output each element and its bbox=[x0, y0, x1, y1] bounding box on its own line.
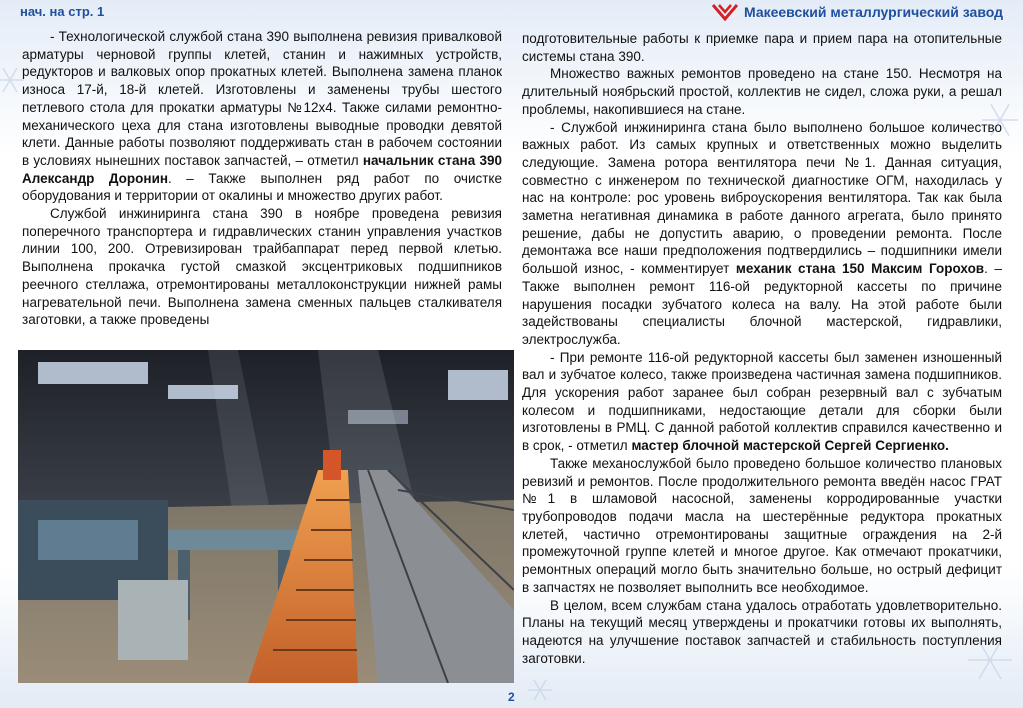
paragraph: Множество важных ремонтов проведено на стане 150. Несмотря на длительный ноябрьский простой, коллектив не сидел, сложа руки, а решал проблемы, накопившиеся на стане. bbox=[522, 66, 1002, 117]
quoted-person: начальник стана 390 Александр Доронин bbox=[22, 152, 502, 186]
quoted-person: механик стана 150 Максим Горохов bbox=[735, 261, 985, 277]
brand-name: Макеевский металлургический завод bbox=[743, 4, 1003, 20]
paragraph: Службой инжиниринга стана 390 в ноябре проведена ревизия поперечного транспортера и гидравлических станин управления участков линии 100, 200. Отревизирован трайбаппарат перед первой клетью. Выполнена прокачка густой смазкой эксцентриковых подшипников реечного стеллажа, отремонтированы металлоконструкции нижней рамы нагревательной печи. Выполнена замена сменных пальцев сталкивателя заготовки, а также проведены bbox=[22, 206, 502, 328]
paragraph: В целом, всем службам стана удалось отработать удовлетворительно. Планы на текущий месяц утверждены и прокатчики готовы их выполнять, надеются на улучшение поставок запчастей и стабильность поступления заготовки. bbox=[522, 597, 1002, 666]
rolling-mill-photo bbox=[18, 350, 514, 683]
brand-header bbox=[712, 3, 1003, 21]
paragraph: подготовительные работы к приемке пара и прием пара на отопительные системы стана 390. bbox=[522, 31, 1002, 64]
mmz-logo-icon bbox=[712, 3, 738, 21]
continued-from-label: нач. на стр. 1 bbox=[20, 4, 105, 19]
right-column bbox=[522, 30, 1002, 667]
paragraph: Также механослужбой было проведено большое количество плановых ревизий и ремонтов. После продолжительного ремонта введён насос ГРАТ №1 в шламовой насосной, заменены корродированные участки трубопроводов подачи масла на шестерённые редуктора прокатных клетей, частично отремонтированы защитные ограждения на 2-й промежуточной группе клетей и многое другое. Как отмечают прокатчики, ремонтных операций могло быть значительно больше, но острый дефицит в запчастях не позволяет выполнить все необходимое. bbox=[522, 455, 1002, 595]
quoted-person: мастер блочной мастерской Сергей Сергиенко. bbox=[631, 438, 949, 454]
paragraph: - При ремонте 116-ой редукторной кассеты был заменен изношенный вал и зубчатое колесо, также произведена частичная замена подшипников. Для ускорения работ заранее был собран резервный вал с зубчатым колесом и подшипниками, недостающие детали для сборки были изготовлены в РМЦ. С данной работой коллектив справился качественно и в срок, - отметил мастер блочной мастерской Сергей Сергиенко. bbox=[522, 349, 1002, 454]
paragraph: - Технологической службой стана 390 выполнена ревизия привалковой арматуры черновой группы клетей, станин и нажимных устройств, редукторов и валковых опор прокатных клетей. Выполнена замена планок износа 17-й, 18-й клетей. Изготовлены и заменены трубы шестого петлевого стола для прокатки арматуры №12х4. Также силами ремонтно-механического цеха для стана изготовлены выводные проводки девятой клети. Данные работы позволяют поддерживать стан в рабочем состоянии в условиях нынешних поставок запчастей, – отметил начальник стана 390 Александр Доронин. – Также выполнен ряд работ по очистке оборудования и территории от окалины и множество других работ. bbox=[22, 29, 502, 204]
page-number: 2 bbox=[508, 690, 515, 704]
left-column bbox=[22, 28, 502, 329]
paragraph: - Службой инжиниринга стана было выполнено большое количество важных работ. Из самых крупных и ответственных можно выделить следующие. Замена ротора вентилятора печи №1. Данная ситуация, совместно с инженером по технической диагностике ОГМ, находилась у нас на контроле: рос уровень виброускорения вентилятора. Так как была заметна негативная динамика в работе данного агрегата, было принято решение, дабы не допустить аварию, о проведении ремонта. После демонтажа все наши предположения подтвердились – подшипники имели большой износ, - комментирует механик стана 150 Максим Горохов. – Также выполнен ремонт 116-ой редукторной кассеты по причине нарушения посадки зубчатого колеса на валу. На этой работе были задействованы специалисты блочной мастерской, гидравлики, электрослужба. bbox=[522, 119, 1002, 347]
